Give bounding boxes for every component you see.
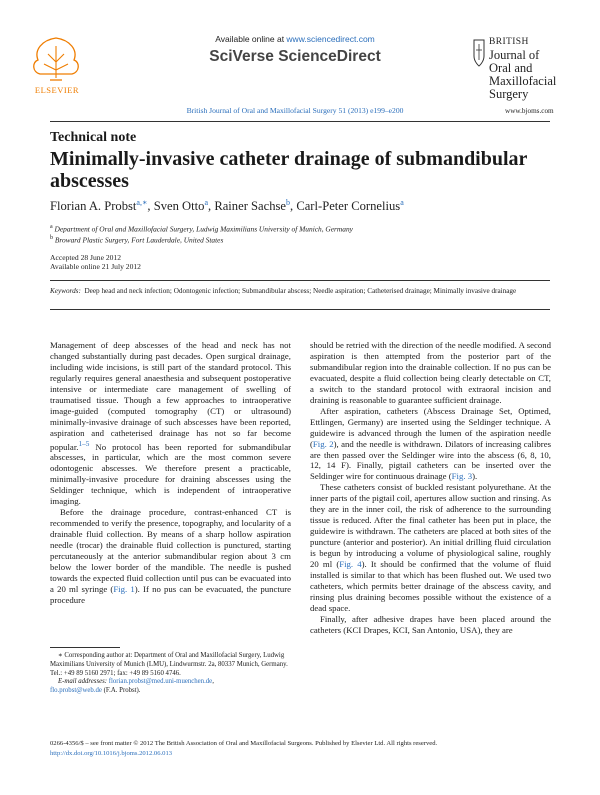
author-affiliation-mark[interactable]: a	[204, 198, 209, 207]
author-affiliation-mark[interactable]: b	[286, 198, 291, 207]
journal-name-line: Journal of	[489, 48, 540, 62]
figure-link[interactable]: Fig. 3	[451, 471, 473, 482]
keywords	[50, 286, 550, 296]
accepted-date: Accepted 28 June 2012	[50, 253, 122, 262]
citation-link[interactable]: 1–5	[78, 439, 90, 448]
author-name: Carl-Peter Cornelius	[296, 199, 401, 214]
author-name: Florian A. Probst	[50, 199, 137, 214]
body-column-right	[310, 340, 551, 636]
article-title: Minimally-invasive catheter drainage of submandibular abscesses	[50, 148, 528, 192]
body-paragraph: After aspiration, catheters (Abscess Drainage Set, Optimed, Ettlingen, Germany) are inserted using the Seldinger technique. A guidewire is advanced through the lumen of the aspiration needle (Fig. 2), and the needle is withdrawn. Dilators of increasing calibres are then passed over the Seldinger wire into the abscess (6, 8, 10, 12, 14 F). Finally, pigtail catheters can be inserted over the Seldinger wire for continuous drainage (Fig. 3).	[310, 405, 551, 482]
journal-name-line: Maxillofacial	[489, 74, 557, 88]
online-date: Available online 21 July 2012	[50, 262, 141, 271]
author-list: Florian A. Probst$^{a,∗}$, Sven Otto$^a$, Rainer Sachse$^b$, Carl-Peter Cornelius$^a$	[50, 198, 404, 214]
journal-url[interactable]: www.bjoms.com	[505, 107, 554, 115]
figure-link[interactable]: Fig. 2	[312, 438, 334, 449]
email-link[interactable]: florian.probst@med.uni-muenchen.de	[108, 678, 213, 686]
journal-name-line: BRITISH	[489, 37, 529, 47]
author-name: Sven Otto	[153, 199, 205, 214]
bjoms-crest-icon	[470, 38, 488, 78]
copyright-line: 0266-4356/$ – see front matter © 2012 The British Association of Oral and Maxillofacial Surgeons. Published by Elsevier Ltd. All rights reserved.	[50, 740, 438, 747]
sciencedirect-link[interactable]: www.sciencedirect.com	[286, 34, 375, 44]
journal-name-block	[489, 36, 589, 101]
figure-link[interactable]: Fig. 1	[113, 583, 135, 594]
section-label: Technical note	[50, 130, 137, 145]
body-paragraph: should be retried with the direction of the needle modified. A second aspiration is then attempted from the posterior part of the submandibular region into the drainable collection. If no pus can be evacuated, despite a fluid collection being clearly detectable on CT, a switch to the standard protocol with extraoral incision and draining is reasonable to guarantee sufficient drainage.	[310, 340, 551, 405]
author-name: Rainer Sachse	[214, 199, 287, 214]
body-paragraph: Before the drainage procedure, contrast-enhanced CT is recommended to verify the presence, topography, and locularity of a drainable fluid collection. By means of a sharp hollow aspiration needle (trocar) the drainable fluid collection is punctured, starting percutaneously at the anterior submandibular region about 3 cm below the lower border of the mandible. The needle is pushed towards the expected fluid collection until pus can be evacuated into a 20 ml syringe (Fig. 1). If no pus can be evacuated, the puncture procedure	[50, 507, 291, 605]
available-online-line: Available online at www.sciencedirect.com	[215, 34, 375, 44]
keywords-divider-bottom	[50, 309, 550, 310]
body-paragraph: These catheters consist of buckled resistant polyurethane. At the inner parts of the pigtail coil, apertures allow suction and rinsing. As they are in the inner coil, the risk of adherence to the surrounding tissue is reduced. After the final catheter has been put in place, the guidewire is withdrawn. The catheters are placed at both sites of the puncture (anterior and posterior). An initial drilling fluid circulation is begun by introducing a volume of physiological saline, roughly 20 ml (Fig. 4). It should be confirmed that the volume of fluid installed is similar to that which has been flushed out. We used two catheters, which permits better drainage of the abscess cavity, and rinsing plus draining becomes possible without the existence of a dead space.	[310, 482, 551, 613]
journal-reference[interactable]: British Journal of Oral and Maxillofacial Surgery 51 (2013) e199–e200	[186, 106, 404, 115]
doi-link[interactable]: http://dx.doi.org/10.1016/j.bjoms.2012.06.013	[50, 750, 173, 757]
keywords-label: Keywords:	[50, 287, 81, 295]
affiliation: $^b$ Broward Plastic Surgery, Fort Lauderdale, United States	[50, 235, 224, 245]
journal-name-line: Surgery	[489, 87, 529, 101]
affiliation: $^a$ Department of Oral and Maxillofacial Surgery, Ludwig Maximilians University of Munich, Germany	[50, 224, 353, 234]
body-paragraph: Management of deep abscesses of the head and neck has not changed substantially during past decades. Open surgical drainage, including wide incisions, is still part of the standard protocol. This regularly requires general anaesthesia and subsequent postoperative intensive or intermediate care management of swelling of traumatised tissue. Though a few approaches to intraoperative image-guided (computed tomography (CT) or ultrasound) minimally-invasive drainage of such abscesses have been reported, aspiration and catheterised drainage has not so far become popular.$^{1-5}$ No protocol has been reported for submandibular abscesses, in particular, which are the most common severe odontogenic abscesses. We therefore present a practicable, minimally-invasive procedure for draining abscesses using the Seldinger technique, which is independent of intraoperative imaging.	[50, 340, 291, 507]
elsevier-wordmark: ELSEVIER	[34, 85, 80, 95]
keywords-text: Deep head and neck infection; Odontogenic infection; Submandibular abscess; Needle aspiration; Catheterised drainage; Minimally invasive drainage	[84, 287, 517, 295]
footnote-text: ∗ Corresponding author at: Department of Oral and Maxillofacial Surgery, Ludwig Maximilians University of Munich (LMU), Lindwurmstr. 2a, 80337 Munich, Germany. Tel.: +49 89 5160 2971; fax: +49 89 5160 4746.	[50, 652, 288, 677]
header-divider	[50, 121, 550, 122]
body-paragraph: Finally, after adhesive drapes have been placed around the catheters (KCI Drapes, KCI, San Antonio, USA), they are	[310, 613, 551, 635]
keywords-divider-top	[50, 280, 550, 281]
author-affiliation-mark[interactable]: a	[400, 198, 404, 207]
elsevier-tree-icon	[24, 32, 88, 84]
body-column-left	[50, 340, 291, 606]
platform-name: SciVerse ScienceDirect	[209, 48, 381, 65]
footnote-emails: E-mail addresses: florian.probst@med.uni-muenchen.de, flo.probst@web.de (F.A. Probst).	[50, 678, 214, 695]
figure-link[interactable]: Fig. 4	[339, 559, 362, 570]
corresponding-author-footnote	[50, 652, 291, 696]
journal-name-line: Oral and	[489, 61, 533, 75]
author-affiliation-mark[interactable]: a,∗	[136, 198, 148, 207]
footnote-divider	[50, 647, 120, 648]
email-link[interactable]: flo.probst@web.de	[50, 687, 102, 695]
